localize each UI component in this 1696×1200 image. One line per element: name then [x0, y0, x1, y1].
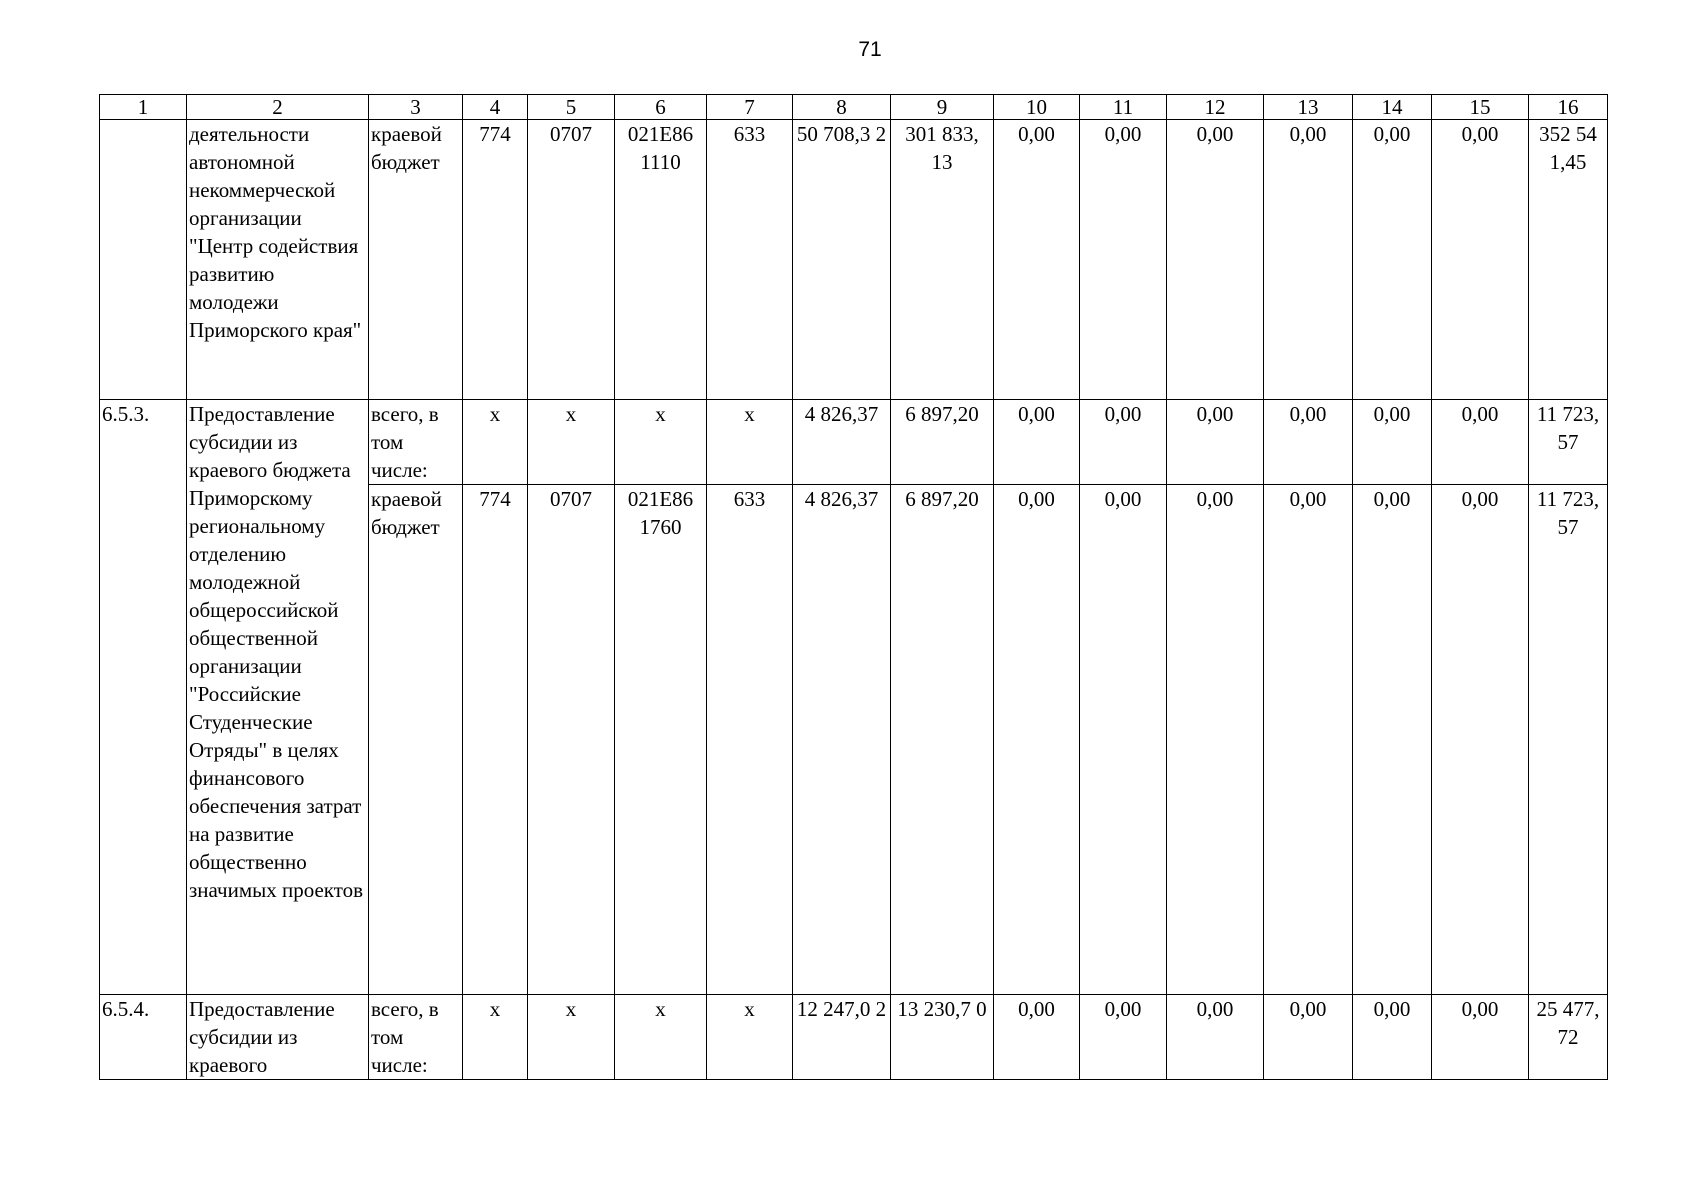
cell-c13: 0,00: [1264, 400, 1353, 485]
cell-c5: x: [528, 995, 615, 1080]
header-cell: 4: [463, 95, 528, 120]
cell-c8: 4 826,37: [793, 485, 891, 995]
cell-c13: 0,00: [1264, 120, 1353, 400]
funding-source-cell: всего, в том числе:: [369, 995, 463, 1080]
cell-c12: 0,00: [1167, 485, 1264, 995]
header-cell: 16: [1529, 95, 1608, 120]
cell-c8: 4 826,37: [793, 400, 891, 485]
row-number-cell: 6.5.3.: [100, 400, 187, 995]
cell-c10: 0,00: [994, 485, 1080, 995]
cell-c15: 0,00: [1432, 485, 1529, 995]
cell-c14: 0,00: [1353, 995, 1432, 1080]
cell-c5: x: [528, 400, 615, 485]
page-number: 71: [858, 38, 882, 61]
cell-c13: 0,00: [1264, 485, 1353, 995]
cell-c12: 0,00: [1167, 400, 1264, 485]
cell-c15: 0,00: [1432, 120, 1529, 400]
table-row: [100, 995, 1608, 1080]
cell-c16: 11 723, 57: [1529, 400, 1608, 485]
budget-table: [99, 94, 1608, 1080]
cell-c4: x: [463, 400, 528, 485]
cell-c11: 0,00: [1080, 995, 1167, 1080]
header-cell: 13: [1264, 95, 1353, 120]
header-cell: 9: [891, 95, 994, 120]
header-cell: 7: [707, 95, 793, 120]
cell-c9: 13 230,7 0: [891, 995, 994, 1080]
header-cell: 11: [1080, 95, 1167, 120]
header-cell: 1: [100, 95, 187, 120]
cell-c10: 0,00: [994, 995, 1080, 1080]
cell-c9: 301 833, 13: [891, 120, 994, 400]
row-number-cell: 6.5.4.: [100, 995, 187, 1080]
cell-c15: 0,00: [1432, 400, 1529, 485]
cell-c4: 774: [463, 485, 528, 995]
cell-c15: 0,00: [1432, 995, 1529, 1080]
cell-c13: 0,00: [1264, 995, 1353, 1080]
cell-c4: x: [463, 995, 528, 1080]
cell-c8: 50 708,3 2: [793, 120, 891, 400]
cell-c7: x: [707, 400, 793, 485]
header-cell: 6: [615, 95, 707, 120]
cell-c9: 6 897,20: [891, 485, 994, 995]
cell-c12: 0,00: [1167, 995, 1264, 1080]
cell-c12: 0,00: [1167, 120, 1264, 400]
cell-c14: 0,00: [1353, 120, 1432, 400]
funding-source-cell: всего, в том числе:: [369, 400, 463, 485]
header-cell: 8: [793, 95, 891, 120]
funding-source-cell: краевой бюджет: [369, 120, 463, 400]
cell-c7: x: [707, 995, 793, 1080]
cell-c6: 021E86 1760: [615, 485, 707, 995]
cell-c8: 12 247,0 2: [793, 995, 891, 1080]
header-row: [100, 95, 1608, 120]
cell-c6: x: [615, 400, 707, 485]
header-cell: 2: [187, 95, 369, 120]
cell-c14: 0,00: [1353, 485, 1432, 995]
header-cell: 12: [1167, 95, 1264, 120]
header-cell: 15: [1432, 95, 1529, 120]
cell-c10: 0,00: [994, 120, 1080, 400]
header-cell: 3: [369, 95, 463, 120]
cell-c11: 0,00: [1080, 120, 1167, 400]
measure-name-cell: Предоставление субсидии из краевого: [187, 995, 369, 1080]
cell-c16: 25 477, 72: [1529, 995, 1608, 1080]
cell-c6: x: [615, 995, 707, 1080]
table-row: [100, 120, 1608, 400]
measure-name-cell: Предоставление субсидии из краевого бюджета Приморскому региональному отделению молодежной общероссийской общественной организации "Российские Студенческие Отряды" в целях финансового обеспечения затрат на развитие общественно значимых проектов: [187, 400, 369, 995]
header-cell: 5: [528, 95, 615, 120]
cell-c7: 633: [707, 120, 793, 400]
cell-c16: 11 723, 57: [1529, 485, 1608, 995]
cell-c5: 0707: [528, 485, 615, 995]
cell-c16: 352 54 1,45: [1529, 120, 1608, 400]
cell-c7: 633: [707, 485, 793, 995]
row-number-cell: [100, 120, 187, 400]
header-cell: 10: [994, 95, 1080, 120]
cell-c4: 774: [463, 120, 528, 400]
cell-c14: 0,00: [1353, 400, 1432, 485]
cell-c5: 0707: [528, 120, 615, 400]
measure-name-cell: деятельности автономной некоммерческой организации "Центр содействия развитию молодежи Приморского края": [187, 120, 369, 400]
cell-c11: 0,00: [1080, 400, 1167, 485]
funding-source-cell: краевой бюджет: [369, 485, 463, 995]
cell-c6: 021E86 1110: [615, 120, 707, 400]
header-cell: 14: [1353, 95, 1432, 120]
cell-c11: 0,00: [1080, 485, 1167, 995]
cell-c9: 6 897,20: [891, 400, 994, 485]
table-row: [100, 400, 1608, 485]
cell-c10: 0,00: [994, 400, 1080, 485]
